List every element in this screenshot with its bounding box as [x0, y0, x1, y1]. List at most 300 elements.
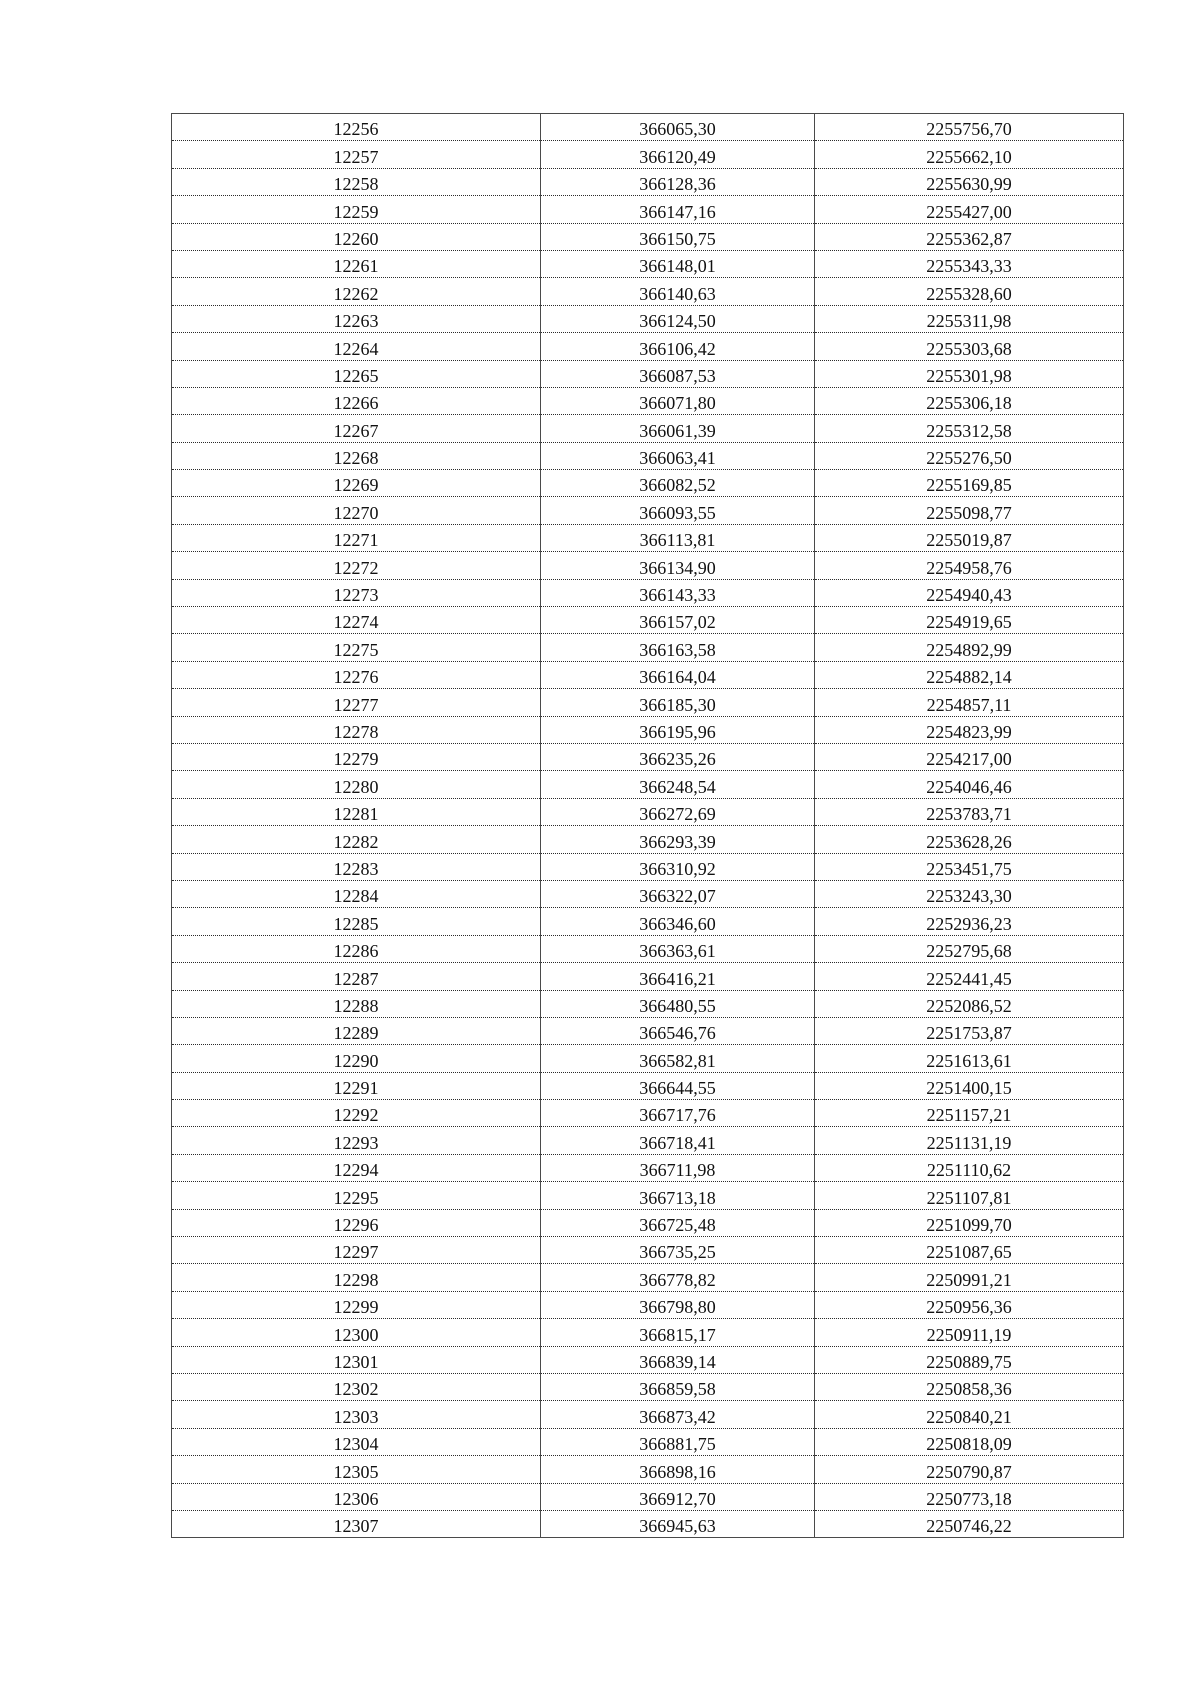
y-coordinate-cell	[815, 661, 1124, 688]
cell-value: 12306	[333, 1488, 379, 1509]
point-number-cell	[172, 579, 541, 606]
cell-value: 366725,48	[639, 1215, 716, 1236]
point-number-cell	[172, 661, 541, 688]
point-number-cell	[172, 1319, 541, 1346]
y-coordinate-cell	[815, 853, 1124, 880]
x-coordinate-cell	[541, 579, 815, 606]
y-coordinate-cell	[815, 1319, 1124, 1346]
cell-value: 366128,36	[639, 174, 716, 195]
x-coordinate-cell	[541, 634, 815, 661]
y-coordinate-cell	[815, 716, 1124, 743]
point-number-cell	[172, 1291, 541, 1318]
cell-value: 2255362,87	[926, 228, 1012, 249]
x-coordinate-cell	[541, 278, 815, 305]
cell-value: 2255311,98	[926, 311, 1012, 332]
point-number-cell	[172, 141, 541, 168]
y-coordinate-cell	[815, 141, 1124, 168]
cell-value: 2254940,43	[926, 585, 1012, 606]
point-number-cell	[172, 1428, 541, 1455]
cell-value: 2250790,87	[926, 1461, 1012, 1482]
cell-value: 366873,42	[639, 1406, 716, 1427]
point-number-cell	[172, 1373, 541, 1400]
table-row	[172, 634, 1124, 661]
cell-value: 2255756,70	[926, 119, 1012, 140]
cell-value: 12297	[333, 1242, 379, 1263]
point-number-cell	[172, 524, 541, 551]
cell-value: 12278	[333, 721, 379, 742]
cell-value: 366071,80	[639, 393, 716, 414]
coordinates-table-body	[172, 114, 1124, 1538]
cell-value: 12295	[333, 1187, 379, 1208]
x-coordinate-cell	[541, 114, 815, 141]
x-coordinate-cell	[541, 990, 815, 1017]
cell-value: 366711,98	[639, 1160, 716, 1181]
cell-value: 2255303,68	[926, 338, 1012, 359]
table-row	[172, 1373, 1124, 1400]
cell-value: 2251107,81	[926, 1187, 1012, 1208]
point-number-cell	[172, 1154, 541, 1181]
y-coordinate-cell	[815, 168, 1124, 195]
y-coordinate-cell	[815, 497, 1124, 524]
y-coordinate-cell	[815, 360, 1124, 387]
cell-value: 2255276,50	[926, 448, 1012, 469]
cell-value: 12267	[333, 420, 379, 441]
y-coordinate-cell	[815, 250, 1124, 277]
cell-value: 12300	[333, 1324, 379, 1345]
table-row	[172, 1017, 1124, 1044]
cell-value: 12298	[333, 1269, 379, 1290]
table-row	[172, 1182, 1124, 1209]
x-coordinate-cell	[541, 1209, 815, 1236]
x-coordinate-cell	[541, 1428, 815, 1455]
cell-value: 12257	[333, 146, 379, 167]
cell-value: 12283	[333, 858, 379, 879]
cell-value: 366346,60	[639, 913, 716, 934]
cell-value: 12294	[333, 1160, 379, 1181]
y-coordinate-cell	[815, 196, 1124, 223]
cell-value: 2253628,26	[926, 831, 1012, 852]
cell-value: 366087,53	[639, 365, 716, 386]
cell-value: 12270	[333, 502, 379, 523]
point-number-cell	[172, 1127, 541, 1154]
cell-value: 2254857,11	[926, 694, 1012, 715]
x-coordinate-cell	[541, 1456, 815, 1483]
cell-value: 12271	[333, 530, 379, 551]
cell-value: 366065,30	[639, 119, 716, 140]
x-coordinate-cell	[541, 798, 815, 825]
x-coordinate-cell	[541, 743, 815, 770]
point-number-cell	[172, 1264, 541, 1291]
cell-value: 2255306,18	[926, 393, 1012, 414]
point-number-cell	[172, 990, 541, 1017]
x-coordinate-cell	[541, 1401, 815, 1428]
point-number-cell	[172, 278, 541, 305]
x-coordinate-cell	[541, 1483, 815, 1510]
cell-value: 2250840,21	[926, 1406, 1012, 1427]
x-coordinate-cell	[541, 360, 815, 387]
cell-value: 2250818,09	[926, 1434, 1012, 1455]
point-number-cell	[172, 387, 541, 414]
y-coordinate-cell	[815, 743, 1124, 770]
point-number-cell	[172, 743, 541, 770]
point-number-cell	[172, 771, 541, 798]
x-coordinate-cell	[541, 1264, 815, 1291]
x-coordinate-cell	[541, 1154, 815, 1181]
y-coordinate-cell	[815, 1264, 1124, 1291]
y-coordinate-cell	[815, 524, 1124, 551]
table-row	[172, 223, 1124, 250]
point-number-cell	[172, 415, 541, 442]
cell-value: 366310,92	[639, 858, 716, 879]
cell-value: 366859,58	[639, 1379, 716, 1400]
y-coordinate-cell	[815, 935, 1124, 962]
table-row	[172, 908, 1124, 935]
y-coordinate-cell	[815, 1373, 1124, 1400]
cell-value: 366798,80	[639, 1297, 716, 1318]
cell-value: 12302	[333, 1379, 379, 1400]
point-number-cell	[172, 908, 541, 935]
point-number-cell	[172, 250, 541, 277]
cell-value: 366363,61	[639, 941, 716, 962]
cell-value: 12268	[333, 448, 379, 469]
point-number-cell	[172, 442, 541, 469]
table-row	[172, 305, 1124, 332]
y-coordinate-cell	[815, 552, 1124, 579]
point-number-cell	[172, 963, 541, 990]
cell-value: 2250991,21	[926, 1269, 1012, 1290]
cell-value: 12303	[333, 1406, 379, 1427]
cell-value: 2255312,58	[926, 420, 1012, 441]
table-row	[172, 607, 1124, 634]
table-row	[172, 1209, 1124, 1236]
cell-value: 12269	[333, 475, 379, 496]
table-row	[172, 963, 1124, 990]
cell-value: 366717,76	[639, 1105, 716, 1126]
cell-value: 2254882,14	[926, 667, 1012, 688]
cell-value: 2255343,33	[926, 256, 1012, 277]
point-number-cell	[172, 853, 541, 880]
y-coordinate-cell	[815, 333, 1124, 360]
x-coordinate-cell	[541, 415, 815, 442]
point-number-cell	[172, 1483, 541, 1510]
x-coordinate-cell	[541, 305, 815, 332]
cell-value: 12274	[333, 612, 379, 633]
cell-value: 2251613,61	[926, 1050, 1012, 1071]
cell-value: 366143,33	[639, 585, 716, 606]
x-coordinate-cell	[541, 1373, 815, 1400]
cell-value: 366416,21	[639, 968, 716, 989]
point-number-cell	[172, 305, 541, 332]
x-coordinate-cell	[541, 333, 815, 360]
point-number-cell	[172, 497, 541, 524]
x-coordinate-cell	[541, 1510, 815, 1537]
cell-value: 12285	[333, 913, 379, 934]
cell-value: 2251087,65	[926, 1242, 1012, 1263]
table-row	[172, 771, 1124, 798]
cell-value: 366898,16	[639, 1461, 716, 1482]
table-row	[172, 470, 1124, 497]
point-number-cell	[172, 1045, 541, 1072]
y-coordinate-cell	[815, 1401, 1124, 1428]
y-coordinate-cell	[815, 1456, 1124, 1483]
cell-value: 2252936,23	[926, 913, 1012, 934]
cell-value: 12290	[333, 1050, 379, 1071]
y-coordinate-cell	[815, 415, 1124, 442]
table-row	[172, 798, 1124, 825]
point-number-cell	[172, 114, 541, 141]
point-number-cell	[172, 1017, 541, 1044]
point-number-cell	[172, 1237, 541, 1264]
y-coordinate-cell	[815, 963, 1124, 990]
cell-value: 366881,75	[639, 1434, 716, 1455]
cell-value: 12296	[333, 1215, 379, 1236]
cell-value: 12307	[333, 1516, 379, 1537]
table-row	[172, 497, 1124, 524]
cell-value: 366147,16	[639, 201, 716, 222]
table-row	[172, 1045, 1124, 1072]
cell-value: 366157,02	[639, 612, 716, 633]
cell-value: 12258	[333, 174, 379, 195]
y-coordinate-cell	[815, 880, 1124, 907]
cell-value: 366272,69	[639, 804, 716, 825]
point-number-cell	[172, 607, 541, 634]
table-row	[172, 196, 1124, 223]
point-number-cell	[172, 798, 541, 825]
table-row	[172, 1100, 1124, 1127]
table-row	[172, 1346, 1124, 1373]
cell-value: 12289	[333, 1023, 379, 1044]
point-number-cell	[172, 168, 541, 195]
cell-value: 2250858,36	[926, 1379, 1012, 1400]
cell-value: 2251400,15	[926, 1078, 1012, 1099]
cell-value: 366778,82	[639, 1269, 716, 1290]
point-number-cell	[172, 1182, 541, 1209]
cell-value: 366093,55	[639, 502, 716, 523]
cell-value: 366163,58	[639, 639, 716, 660]
y-coordinate-cell	[815, 1154, 1124, 1181]
cell-value: 2251131,19	[926, 1132, 1012, 1153]
cell-value: 366546,76	[639, 1023, 716, 1044]
point-number-cell	[172, 1209, 541, 1236]
table-row	[172, 442, 1124, 469]
cell-value: 366113,81	[639, 530, 716, 551]
x-coordinate-cell	[541, 1319, 815, 1346]
x-coordinate-cell	[541, 552, 815, 579]
cell-value: 2253451,75	[926, 858, 1012, 879]
y-coordinate-cell	[815, 442, 1124, 469]
y-coordinate-cell	[815, 1510, 1124, 1537]
point-number-cell	[172, 470, 541, 497]
point-number-cell	[172, 333, 541, 360]
x-coordinate-cell	[541, 908, 815, 935]
cell-value: 12305	[333, 1461, 379, 1482]
y-coordinate-cell	[815, 634, 1124, 661]
cell-value: 12291	[333, 1078, 379, 1099]
x-coordinate-cell	[541, 1100, 815, 1127]
y-coordinate-cell	[815, 1291, 1124, 1318]
cell-value: 366140,63	[639, 283, 716, 304]
cell-value: 366082,52	[639, 475, 716, 496]
table-row	[172, 141, 1124, 168]
cell-value: 366248,54	[639, 776, 716, 797]
cell-value: 12299	[333, 1297, 379, 1318]
x-coordinate-cell	[541, 442, 815, 469]
x-coordinate-cell	[541, 470, 815, 497]
cell-value: 2255019,87	[926, 530, 1012, 551]
cell-value: 12276	[333, 667, 379, 688]
cell-value: 2250911,19	[926, 1324, 1012, 1345]
cell-value: 12262	[333, 283, 379, 304]
x-coordinate-cell	[541, 1182, 815, 1209]
x-coordinate-cell	[541, 880, 815, 907]
y-coordinate-cell	[815, 1483, 1124, 1510]
cell-value: 366293,39	[639, 831, 716, 852]
table-row	[172, 360, 1124, 387]
point-number-cell	[172, 935, 541, 962]
point-number-cell	[172, 880, 541, 907]
cell-value: 12263	[333, 311, 379, 332]
point-number-cell	[172, 196, 541, 223]
cell-value: 366106,42	[639, 338, 716, 359]
point-number-cell	[172, 716, 541, 743]
cell-value: 2250746,22	[926, 1516, 1012, 1537]
x-coordinate-cell	[541, 935, 815, 962]
x-coordinate-cell	[541, 771, 815, 798]
y-coordinate-cell	[815, 1072, 1124, 1099]
cell-value: 366148,01	[639, 256, 716, 277]
cell-value: 12293	[333, 1132, 379, 1153]
x-coordinate-cell	[541, 196, 815, 223]
cell-value: 366195,96	[639, 721, 716, 742]
cell-value: 2250889,75	[926, 1351, 1012, 1372]
y-coordinate-cell	[815, 579, 1124, 606]
table-row	[172, 990, 1124, 1017]
x-coordinate-cell	[541, 716, 815, 743]
table-row	[172, 1483, 1124, 1510]
table-row	[172, 689, 1124, 716]
y-coordinate-cell	[815, 1017, 1124, 1044]
cell-value: 12264	[333, 338, 379, 359]
cell-value: 366644,55	[639, 1078, 716, 1099]
table-row	[172, 716, 1124, 743]
x-coordinate-cell	[541, 1346, 815, 1373]
cell-value: 366124,50	[639, 311, 716, 332]
cell-value: 12281	[333, 804, 379, 825]
table-row	[172, 552, 1124, 579]
cell-value: 2252441,45	[926, 968, 1012, 989]
y-coordinate-cell	[815, 223, 1124, 250]
x-coordinate-cell	[541, 168, 815, 195]
y-coordinate-cell	[815, 990, 1124, 1017]
y-coordinate-cell	[815, 771, 1124, 798]
table-row	[172, 1319, 1124, 1346]
x-coordinate-cell	[541, 1017, 815, 1044]
y-coordinate-cell	[815, 826, 1124, 853]
table-row	[172, 661, 1124, 688]
point-number-cell	[172, 1456, 541, 1483]
cell-value: 2254823,99	[926, 721, 1012, 742]
y-coordinate-cell	[815, 1209, 1124, 1236]
cell-value: 366150,75	[639, 228, 716, 249]
x-coordinate-cell	[541, 1127, 815, 1154]
x-coordinate-cell	[541, 1237, 815, 1264]
point-number-cell	[172, 1072, 541, 1099]
point-number-cell	[172, 1510, 541, 1537]
cell-value: 12287	[333, 968, 379, 989]
point-number-cell	[172, 634, 541, 661]
y-coordinate-cell	[815, 387, 1124, 414]
cell-value: 12282	[333, 831, 379, 852]
table-row	[172, 880, 1124, 907]
cell-value: 2255328,60	[926, 283, 1012, 304]
cell-value: 366912,70	[639, 1488, 716, 1509]
cell-value: 12273	[333, 585, 379, 606]
point-number-cell	[172, 1401, 541, 1428]
cell-value: 366839,14	[639, 1351, 716, 1372]
cell-value: 12284	[333, 886, 379, 907]
cell-value: 2254958,76	[926, 557, 1012, 578]
table-row	[172, 826, 1124, 853]
cell-value: 12279	[333, 749, 379, 770]
cell-value: 12261	[333, 256, 379, 277]
table-row	[172, 1237, 1124, 1264]
x-coordinate-cell	[541, 524, 815, 551]
point-number-cell	[172, 223, 541, 250]
cell-value: 366815,17	[639, 1324, 716, 1345]
cell-value: 2252795,68	[926, 941, 1012, 962]
cell-value: 12272	[333, 557, 379, 578]
table-row	[172, 1456, 1124, 1483]
y-coordinate-cell	[815, 798, 1124, 825]
table-row	[172, 743, 1124, 770]
cell-value: 12275	[333, 639, 379, 660]
cell-value: 12280	[333, 776, 379, 797]
table-row	[172, 168, 1124, 195]
cell-value: 366134,90	[639, 557, 716, 578]
x-coordinate-cell	[541, 387, 815, 414]
cell-value: 2254217,00	[926, 749, 1012, 770]
point-number-cell	[172, 360, 541, 387]
cell-value: 2255427,00	[926, 201, 1012, 222]
cell-value: 12292	[333, 1105, 379, 1126]
x-coordinate-cell	[541, 497, 815, 524]
y-coordinate-cell	[815, 305, 1124, 332]
cell-value: 2250773,18	[926, 1488, 1012, 1509]
cell-value: 2253243,30	[926, 886, 1012, 907]
table-row	[172, 1154, 1124, 1181]
y-coordinate-cell	[815, 1182, 1124, 1209]
cell-value: 12259	[333, 201, 379, 222]
cell-value: 2252086,52	[926, 995, 1012, 1016]
cell-value: 366164,04	[639, 667, 716, 688]
y-coordinate-cell	[815, 278, 1124, 305]
table-row	[172, 1264, 1124, 1291]
y-coordinate-cell	[815, 1045, 1124, 1072]
y-coordinate-cell	[815, 908, 1124, 935]
point-number-cell	[172, 552, 541, 579]
table-row	[172, 524, 1124, 551]
x-coordinate-cell	[541, 1072, 815, 1099]
table-row	[172, 1428, 1124, 1455]
cell-value: 12265	[333, 365, 379, 386]
x-coordinate-cell	[541, 1045, 815, 1072]
coordinates-table	[171, 113, 1124, 1538]
y-coordinate-cell	[815, 470, 1124, 497]
point-number-cell	[172, 826, 541, 853]
cell-value: 2255169,85	[926, 475, 1012, 496]
point-number-cell	[172, 1100, 541, 1127]
x-coordinate-cell	[541, 141, 815, 168]
